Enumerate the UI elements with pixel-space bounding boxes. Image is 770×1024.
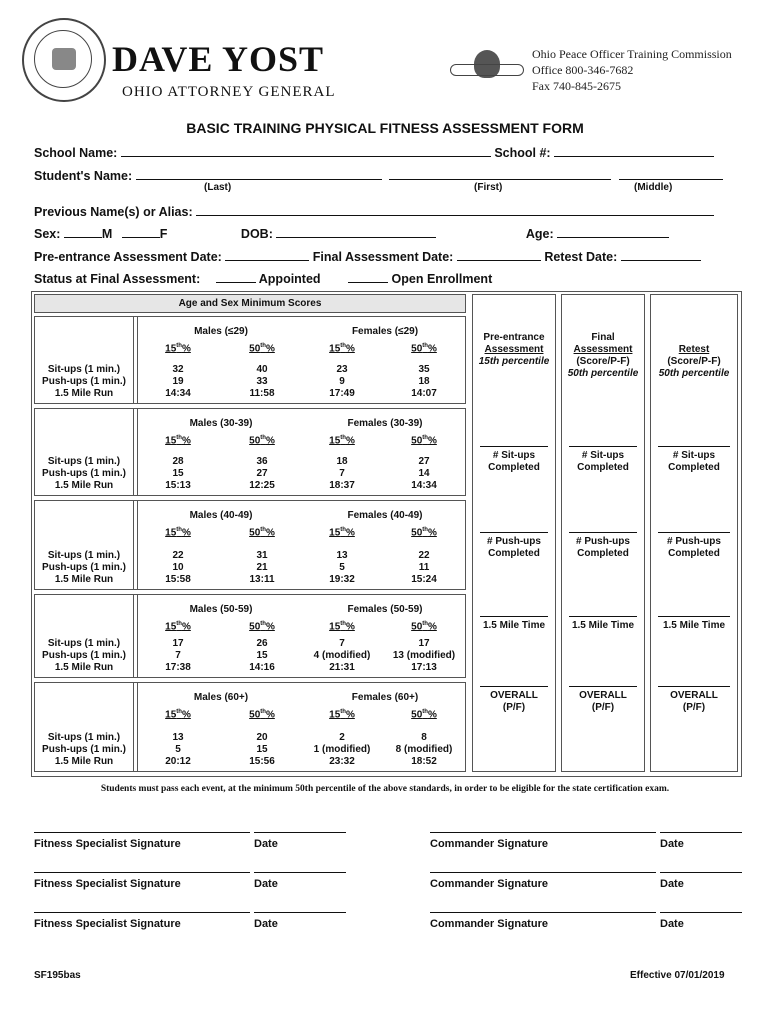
- score-value: 14:34: [165, 388, 191, 399]
- score-values: [222, 550, 302, 586]
- fitness-signature-label: Fitness Specialist Signature: [34, 838, 181, 850]
- male-group-label: Males (≤29): [194, 326, 248, 337]
- event-label: Sit-ups (1 min.): [47, 732, 121, 743]
- scores-heading: Age and Sex Minimum Scores: [178, 298, 322, 309]
- entry-line[interactable]: [569, 616, 637, 617]
- commander-date-line[interactable]: [660, 912, 742, 913]
- score-values: [222, 364, 302, 400]
- score-value: 15:56: [249, 756, 275, 767]
- percentile-heading: 50th%: [249, 709, 275, 721]
- score-value: 8 (modified): [395, 744, 453, 755]
- entry-line[interactable]: [480, 446, 548, 447]
- commander-signature-line[interactable]: [430, 832, 656, 833]
- middle-label: (Middle): [634, 182, 673, 193]
- entry-line[interactable]: [658, 446, 730, 447]
- score-value: 15:24: [411, 574, 437, 585]
- dob-field[interactable]: [276, 225, 436, 238]
- pre-date-label: Pre-entrance Assessment Date:: [34, 250, 222, 264]
- score-value: 15:58: [165, 574, 191, 585]
- events-list: [34, 638, 134, 674]
- effective-date: Effective 07/01/2019: [630, 970, 725, 981]
- final-date-label: Final Assessment Date:: [312, 250, 454, 264]
- school-row: [34, 144, 714, 160]
- percentile-heading: 15th%: [329, 343, 355, 355]
- commander-signature-label: Commander Signature: [430, 878, 548, 890]
- sex-f-field[interactable]: [122, 225, 160, 238]
- percentile-heading: 50th%: [249, 527, 275, 539]
- score-value: 5: [175, 744, 181, 755]
- event-label: 1.5 Mile Run: [54, 480, 114, 491]
- score-value: 18:37: [329, 480, 355, 491]
- open-enrollment-label: Open Enrollment: [391, 272, 493, 286]
- commander-signature-label: Commander Signature: [430, 838, 548, 850]
- score-value: 36: [256, 456, 268, 467]
- score-value: 19:32: [329, 574, 355, 585]
- score-values: [222, 456, 302, 492]
- score-value: 15:13: [165, 480, 191, 491]
- event-label: 1.5 Mile Run: [54, 662, 114, 673]
- score-values: [302, 732, 382, 768]
- events-list: [34, 364, 134, 400]
- events-list: [34, 550, 134, 586]
- commander-signature-label: Commander Signature: [430, 918, 548, 930]
- percentile-heading: 15th%: [329, 709, 355, 721]
- score-value: 15: [172, 468, 184, 479]
- score-value: 19: [172, 376, 184, 387]
- score-value: 14:16: [249, 662, 275, 673]
- entry-line[interactable]: [569, 686, 637, 687]
- percentile-heading: 15th%: [329, 621, 355, 633]
- commander-signature-line[interactable]: [430, 872, 656, 873]
- entry-line[interactable]: [569, 446, 637, 447]
- score-value: 32: [172, 364, 184, 375]
- contact-line: Fax 740-845-2675: [532, 79, 621, 93]
- commission-logo: [446, 44, 526, 96]
- score-value: 10: [172, 562, 184, 573]
- fitness-date-label: Date: [254, 838, 278, 850]
- fitness-date-line[interactable]: [254, 832, 346, 833]
- sex-f-label: F: [159, 227, 168, 241]
- event-label: Push-ups (1 min.): [42, 744, 126, 755]
- event-label: 1.5 Mile Run: [54, 756, 114, 767]
- fitness-date-line[interactable]: [254, 872, 346, 873]
- commander-date-line[interactable]: [660, 872, 742, 873]
- open-enrollment-field[interactable]: [348, 270, 388, 283]
- score-values: [222, 638, 302, 674]
- event-label: Sit-ups (1 min.): [47, 364, 121, 375]
- score-values: [384, 456, 464, 492]
- percentile-heading: 50th%: [411, 709, 437, 721]
- percentile-heading: 15th%: [329, 435, 355, 447]
- score-value: 11: [418, 562, 430, 573]
- score-value: 17: [418, 638, 430, 649]
- score-value: 7: [339, 638, 345, 649]
- first-label: (First): [474, 182, 503, 193]
- event-label: Sit-ups (1 min.): [47, 550, 121, 561]
- col-h2: Assessment: [573, 344, 633, 355]
- score-value: 27: [256, 468, 268, 479]
- percentile-heading: 15th%: [165, 527, 191, 539]
- pre-date-field[interactable]: [225, 248, 309, 261]
- event-label: Push-ups (1 min.): [42, 650, 126, 661]
- entry-line[interactable]: [658, 686, 730, 687]
- score-value: 17:38: [165, 662, 191, 673]
- score-values: [384, 550, 464, 586]
- percentile-heading: 50th%: [249, 435, 275, 447]
- entry-label: # Sit-ups Completed: [668, 450, 720, 473]
- col-h3: 50th percentile: [658, 368, 730, 379]
- dob-label: DOB:: [240, 227, 273, 241]
- entry-label: # Push-ups Completed: [487, 536, 541, 559]
- score-value: 14:34: [411, 480, 437, 491]
- contact-line: Ohio Peace Officer Training Commission: [532, 47, 732, 61]
- entry-label: 1.5 Mile Time: [571, 620, 635, 631]
- school-num-label: School #:: [494, 146, 551, 160]
- fitness-signature-line[interactable]: [34, 832, 250, 833]
- score-value: 23:32: [329, 756, 355, 767]
- pre-entrance-header: [472, 332, 556, 368]
- score-values: [138, 456, 218, 492]
- previous-label: Previous Name(s) or Alias:: [34, 205, 193, 219]
- state-seal: [22, 18, 106, 102]
- score-values: [138, 638, 218, 674]
- commander-date-label: Date: [660, 918, 684, 930]
- entry-label: 1.5 Mile Time: [662, 620, 726, 631]
- female-group-label: Females (30-39): [347, 418, 423, 429]
- score-value: 17:49: [329, 388, 355, 399]
- score-value: 7: [339, 468, 345, 479]
- score-value: 14:07: [411, 388, 437, 399]
- score-values: [138, 732, 218, 768]
- appointed-label: Appointed: [258, 272, 321, 286]
- score-value: 21: [256, 562, 268, 573]
- percentile-heading: 15th%: [165, 621, 191, 633]
- col-h1: Final: [591, 332, 615, 343]
- commander-date-label: Date: [660, 878, 684, 890]
- score-value: 11:58: [249, 388, 275, 399]
- appointed-field[interactable]: [216, 270, 256, 283]
- entry-label: # Push-ups Completed: [667, 536, 721, 559]
- percentile-heading: 15th%: [165, 435, 191, 447]
- col-h3: 15th percentile: [478, 356, 550, 367]
- event-label: Sit-ups (1 min.): [47, 456, 121, 467]
- entry-line[interactable]: [658, 616, 730, 617]
- entry-line[interactable]: [658, 532, 730, 533]
- score-value: 23: [336, 364, 348, 375]
- score-value: 15: [256, 650, 268, 661]
- retest-date-label: Retest Date:: [544, 250, 618, 264]
- score-values: [384, 732, 464, 768]
- score-value: 18: [336, 456, 348, 467]
- eligibility-note: Students must pass each event, at the minimum 50th percentile of the above standards, in order to be eligible for the state certification exam.: [100, 784, 670, 794]
- commander-date-label: Date: [660, 838, 684, 850]
- fitness-signature-line[interactable]: [34, 912, 250, 913]
- percentile-heading: 15th%: [165, 343, 191, 355]
- col-h3: (Score/P-F): [576, 356, 630, 367]
- age-field[interactable]: [557, 225, 669, 238]
- col-h1: Retest: [678, 344, 710, 355]
- score-value: 22: [172, 550, 184, 561]
- logo-banner: [450, 64, 524, 76]
- score-value: 13: [336, 550, 348, 561]
- entry-label: 1.5 Mile Time: [482, 620, 546, 631]
- previous-field[interactable]: [196, 203, 714, 216]
- entry-line[interactable]: [480, 532, 548, 533]
- score-value: 17: [172, 638, 184, 649]
- score-value: 9: [339, 376, 345, 387]
- score-value: 18:52: [411, 756, 437, 767]
- score-value: 35: [418, 364, 430, 375]
- score-values: [302, 364, 382, 400]
- score-value: 20:12: [165, 756, 191, 767]
- score-value: 13: [172, 732, 184, 743]
- col-h4: 50th percentile: [567, 368, 639, 379]
- score-value: 31: [256, 550, 268, 561]
- sex-m-field[interactable]: [64, 225, 102, 238]
- scores-heading-box: [34, 294, 466, 313]
- score-value: 17:13: [411, 662, 437, 673]
- form-title: BASIC TRAINING PHYSICAL FITNESS ASSESSMENT FORM: [186, 120, 584, 136]
- score-value: 8: [421, 732, 427, 743]
- event-label: 1.5 Mile Run: [54, 388, 114, 399]
- score-values: [384, 638, 464, 674]
- percentile-heading: 50th%: [249, 343, 275, 355]
- middle-name-field[interactable]: [619, 167, 723, 180]
- sex-m-label: M: [101, 227, 113, 241]
- entry-label: OVERALL (P/F): [670, 690, 718, 713]
- sex-row: [34, 225, 734, 241]
- event-label: 1.5 Mile Run: [54, 574, 114, 585]
- score-value: 4 (modified): [313, 650, 371, 661]
- first-name-field[interactable]: [389, 167, 611, 180]
- score-value: 7: [175, 650, 181, 661]
- entry-line[interactable]: [569, 532, 637, 533]
- entry-label: OVERALL (P/F): [490, 690, 538, 713]
- student-row: [34, 167, 723, 183]
- contact-line: Office 800-346-7682: [532, 63, 634, 77]
- final-date-field[interactable]: [457, 248, 541, 261]
- score-value: 15: [256, 744, 268, 755]
- last-label: (Last): [204, 182, 232, 193]
- fitness-date-label: Date: [254, 918, 278, 930]
- entry-label: # Push-ups Completed: [576, 536, 630, 559]
- female-group-label: Females (50-59): [347, 604, 423, 615]
- col-h1: Pre-entrance: [483, 332, 545, 343]
- school-name-label: School Name:: [34, 146, 118, 160]
- commander-date-line[interactable]: [660, 832, 742, 833]
- retest-date-field[interactable]: [621, 248, 701, 261]
- contact-block: [532, 46, 732, 94]
- score-value: 21:31: [329, 662, 355, 673]
- score-value: 20: [256, 732, 268, 743]
- score-value: 1 (modified): [313, 744, 371, 755]
- fitness-signature-label: Fitness Specialist Signature: [34, 918, 181, 930]
- fitness-signature-label: Fitness Specialist Signature: [34, 878, 181, 890]
- form-code: SF195bas: [34, 970, 81, 981]
- score-value: 2: [339, 732, 345, 743]
- score-value: 12:25: [249, 480, 275, 491]
- last-name-field[interactable]: [136, 167, 382, 180]
- male-group-label: Males (30-39): [189, 418, 253, 429]
- final-header: [561, 332, 645, 380]
- event-label: Push-ups (1 min.): [42, 468, 126, 479]
- percentile-heading: 50th%: [249, 621, 275, 633]
- score-values: [302, 456, 382, 492]
- score-value: 13 (modified): [392, 650, 456, 661]
- score-value: 40: [256, 364, 268, 375]
- percentile-heading: 50th%: [411, 621, 437, 633]
- previous-row: [34, 203, 714, 219]
- col-h2: (Score/P-F): [667, 356, 721, 367]
- female-group-label: Females (≤29): [351, 326, 419, 337]
- female-group-label: Females (60+): [351, 692, 419, 703]
- commander-signature-line[interactable]: [430, 912, 656, 913]
- score-values: [302, 638, 382, 674]
- score-values: [138, 364, 218, 400]
- score-value: 18: [418, 376, 430, 387]
- score-value: 33: [256, 376, 268, 387]
- score-values: [222, 732, 302, 768]
- percentile-heading: 50th%: [411, 343, 437, 355]
- status-row: [34, 270, 492, 286]
- score-value: 5: [339, 562, 345, 573]
- student-name-label: Student's Name:: [34, 169, 133, 183]
- percentile-heading: 50th%: [411, 435, 437, 447]
- percentile-heading: 15th%: [329, 527, 355, 539]
- event-label: Push-ups (1 min.): [42, 376, 126, 387]
- entry-label: OVERALL (P/F): [579, 690, 627, 713]
- entry-line[interactable]: [480, 686, 548, 687]
- seal-emblem: [52, 48, 76, 70]
- dates-row: [34, 248, 701, 264]
- score-value: 22: [418, 550, 430, 561]
- status-label: Status at Final Assessment:: [34, 272, 201, 286]
- female-group-label: Females (40-49): [347, 510, 423, 521]
- fitness-date-line[interactable]: [254, 912, 346, 913]
- attorney-name: DAVE YOST: [112, 39, 325, 79]
- score-values: [384, 364, 464, 400]
- events-list: [34, 732, 134, 768]
- score-value: 26: [256, 638, 268, 649]
- entry-label: # Sit-ups Completed: [488, 450, 540, 473]
- fitness-signature-line[interactable]: [34, 872, 250, 873]
- male-group-label: Males (40-49): [189, 510, 253, 521]
- retest-header: [650, 344, 738, 380]
- event-label: Push-ups (1 min.): [42, 562, 126, 573]
- school-name-field[interactable]: [121, 144, 491, 157]
- entry-line[interactable]: [480, 616, 548, 617]
- col-h2: Assessment: [484, 344, 544, 355]
- score-value: 13:11: [249, 574, 275, 585]
- score-values: [138, 550, 218, 586]
- events-list: [34, 456, 134, 492]
- entry-label: # Sit-ups Completed: [577, 450, 629, 473]
- percentile-heading: 15th%: [165, 709, 191, 721]
- male-group-label: Males (60+): [193, 692, 249, 703]
- sex-label: Sex:: [34, 227, 61, 241]
- score-value: 27: [418, 456, 430, 467]
- age-label: Age:: [525, 227, 554, 241]
- score-value: 14: [418, 468, 430, 479]
- score-value: 28: [172, 456, 184, 467]
- school-num-field[interactable]: [554, 144, 714, 157]
- percentile-heading: 50th%: [411, 527, 437, 539]
- score-values: [302, 550, 382, 586]
- fitness-date-label: Date: [254, 878, 278, 890]
- male-group-label: Males (50-59): [189, 604, 253, 615]
- attorney-office: OHIO ATTORNEY GENERAL: [122, 84, 336, 100]
- event-label: Sit-ups (1 min.): [47, 638, 121, 649]
